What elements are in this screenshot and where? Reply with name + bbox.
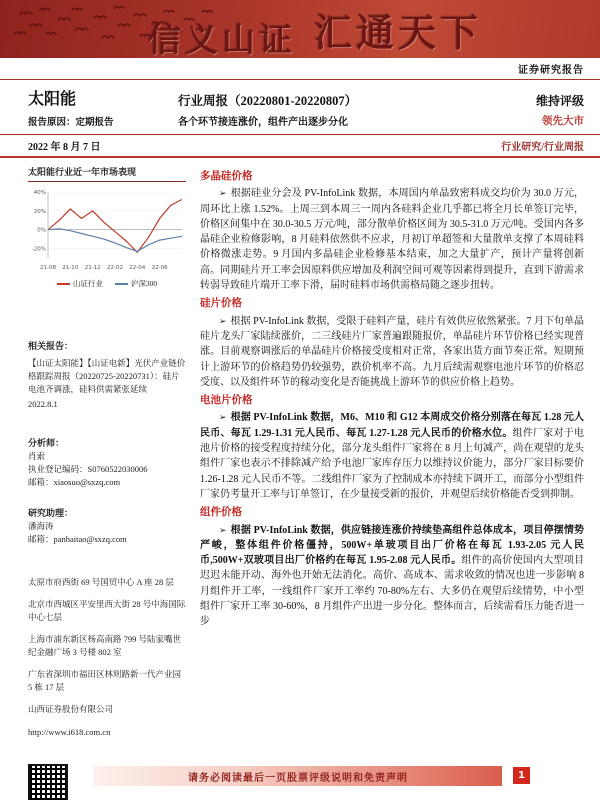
svg-text:0%: 0% <box>37 227 46 234</box>
legend-label-industry: 山证行业 <box>72 279 103 288</box>
section-paragraph-module: ➢ 根据 PV-InfoLink 数据，供应链接连涨价持续垫高组件总体成本，项目停摆情势严峻，整体组件价格僵持，500W+单玻项目出厂价格在每瓦 1.93-2.05 元人民币,500W+双玻项目出厂价格约在每瓦 1.95-2.08 元人民币。组件的高价使国内大型项目迟迟未能开动、海外也开始无法消化。高价、高成本、需求收敛的情况也进一步影响 8 月组件开工率，一线组件厂家开工率约 70-80%左右、大多仍在观望后续情势，中小型组件厂家开工率 30-60%，8 月组件产出进一步分化。整体而言，后续需看压力能否进一步 <box>200 524 585 628</box>
svg-text:22-06: 22-06 <box>151 265 168 271</box>
svg-text:21-08: 21-08 <box>40 265 56 271</box>
section-heading-cell: 电池片价格 <box>200 395 253 407</box>
svg-text:21-10: 21-10 <box>62 265 79 271</box>
analyst-name: 肖索 <box>28 451 46 461</box>
section-heading-polysilicon: 多晶硅价格 <box>200 171 253 182</box>
assistant-title: 研究助理： <box>28 508 74 518</box>
brand-calligraphy-left: 信义山证 <box>148 23 296 58</box>
legend-swatch-industry <box>57 283 70 285</box>
report-subtitle: 各个环节接连涨价，组件产出逐步分化 <box>178 117 348 128</box>
industry-name: 太阳能 <box>28 91 77 108</box>
main-content <box>200 166 584 739</box>
header-row-1 <box>0 80 600 109</box>
legend-item-industry <box>57 277 103 290</box>
footer-disclaimer-bar <box>94 766 502 786</box>
chart-legend <box>28 277 186 290</box>
address-shenzhen: 广东省深圳市福田区林则路新一代产业园 5 栋 17 层 <box>28 669 182 692</box>
report-date: 2022 年 8 月 7 日 <box>28 142 101 153</box>
svg-text:22-02: 22-02 <box>107 265 123 271</box>
addresses-section <box>28 576 186 739</box>
qr-code <box>28 764 68 800</box>
address-shanghai: 上海市浦东新区杨高南路 799 号陆家嘴世纪金融广场 3 号楼 802 室 <box>28 634 182 657</box>
related-reports-section <box>28 340 186 411</box>
paragraph-bullet-icon: ➢ <box>219 315 227 326</box>
rating-value: 领先大市 <box>542 116 584 127</box>
brand-banner <box>0 0 600 58</box>
report-reason: 报告原因：定期报告 <box>28 117 114 128</box>
section-heading-wafer: 硅片价格 <box>200 298 242 310</box>
report-category: 行业研究/行业周报 <box>501 142 584 153</box>
report-type-label: 证券研究报告 <box>0 58 600 80</box>
assistant-name: 潘海涛 <box>28 521 54 531</box>
header-row-2 <box>0 109 600 134</box>
section-paragraph-polysilicon: ➢ 根据硅业分会及 PV-InfoLink 数据，本周国内单晶致密料成交均价为 30.0 万元，周环比上涨 1.52%。上周三到本周三一周内各硅料企业几乎都已将全月长单签订完毕，价格区间集中在 30.0-30.5 万元/吨，部分散单价格区间为 30.5-31.0 万元/吨。受国内各多晶硅企业检修影响，8 月硅料依然供不应求，月初订单超签和大量散单支撑了本周硅料价格微涨走势。9 月国内多晶硅企业检修基本结束，加之大量扩产，预计产量将创新高。同期硅片开工率会因原料供应增加及利润空间可观等因素得到提升，直到下游需求转弱导致硅片端开工率下滑，届时硅料市场供需格局随之逐步扭转。 <box>200 188 584 292</box>
svg-text:20%: 20% <box>33 208 46 215</box>
performance-chart <box>28 186 186 290</box>
analyst-email[interactable]: 邮箱：xiaosuo@sxzq.com <box>28 477 121 487</box>
company-name: 山西证券股份有限公司 <box>28 704 114 714</box>
svg-text:22-04: 22-04 <box>129 265 146 271</box>
assistant-section <box>28 507 186 546</box>
address-beijing: 北京市西城区平安里西大街 28 号中海国际中心七层 <box>28 599 186 622</box>
footer-disclaimer-text: 请务必阅读最后一页股票评级说明和免责声明 <box>188 772 408 784</box>
paragraph-bullet-icon: ➢ <box>219 524 227 535</box>
svg-text:40%: 40% <box>33 190 46 196</box>
related-report-date: 2022.8.1 <box>28 399 58 409</box>
legend-label-csi300: 沪深300 <box>130 279 158 288</box>
chart-title: 太阳能行业近一年市场表现 <box>28 166 186 182</box>
svg-text:-20%: -20% <box>31 246 46 253</box>
analyst-license: 执业登记编码：S0760522030006 <box>28 464 148 474</box>
legend-item-csi300 <box>115 277 157 290</box>
paragraph-bullet-icon: ➢ <box>219 188 227 199</box>
section-heading-module: 组件价格 <box>200 507 242 519</box>
performance-chart-svg <box>28 186 186 272</box>
company-website-link[interactable]: http://www.i618.com.cn <box>28 727 111 737</box>
legend-swatch-csi300 <box>115 283 128 285</box>
body-columns <box>0 158 600 739</box>
section-paragraph-cell: ➢ 根据 PV-InfoLink 数据，M6、M10 和 G12 本周成交价格分别落在每瓦 1.28 元人民币、每瓦 1.29-1.31 元人民币、每瓦 1.27-1.28 元人民币的价格水位。组件厂家对于电池片价格的接受程度持续分化，部分龙头组件厂家将在 8 月上旬减产，尚在观望的龙头组件厂家也表示不排除减产给予电池厂家库存压力以维持议价能力，部分厂家目标要价 1.26-1.28 元人民币不等。二线组件厂家为了控制成本亦持续下调开工，而部分小型组件厂家仍考量开工率与订单签订，在少量接受新的报价，并观望后续价格能否受到抑制。 <box>200 412 584 500</box>
analyst-section <box>28 437 186 489</box>
assistant-email[interactable]: 邮箱：panhaitao@sxzq.com <box>28 534 127 544</box>
paragraph-bullet-icon: ➢ <box>219 412 227 423</box>
sidebar <box>28 166 186 739</box>
brand-calligraphy <box>148 2 482 57</box>
page-number-badge: 1 <box>513 767 530 784</box>
analyst-title: 分析师： <box>28 438 65 448</box>
date-row <box>0 135 600 156</box>
section-paragraph-wafer: ➢ 根据 PV-InfoLink 数据，受限于硅料产量，硅片有效供应依然紧张。7 月下旬单晶硅片龙头厂家陆续涨价，二三线硅片厂家普遍跟随报价，单晶硅片环节价格已经实现普涨。目前观察调涨后的单晶硅片价格接受度相对正常，各家出货方面节奏正常。短期预计上游环节的价格趋势仍较强势，跌价机率不高。九月后续需观察电池片环节的价格忍受度、以及组件环节的稼动变化是否能挑战上游环节的供应价格上趋势。 <box>200 315 584 388</box>
svg-text:21-12: 21-12 <box>84 265 101 271</box>
related-report-item[interactable]: 【山证太阳能】【山证电新】光伏产业链价格跟踪周报（20220725-20220731）：硅片电池齐调涨，硅料供需紧张延续 <box>28 358 186 394</box>
address-taiyuan: 太原市府西街 69 号国贸中心 A 座 28 层 <box>28 577 174 587</box>
brand-calligraphy-right: 汇通天下 <box>314 13 483 55</box>
report-title: 行业周报（20220801-20220807） <box>178 94 358 108</box>
related-reports-title: 相关报告： <box>28 341 74 351</box>
rating-label: 维持评级 <box>535 94 584 108</box>
